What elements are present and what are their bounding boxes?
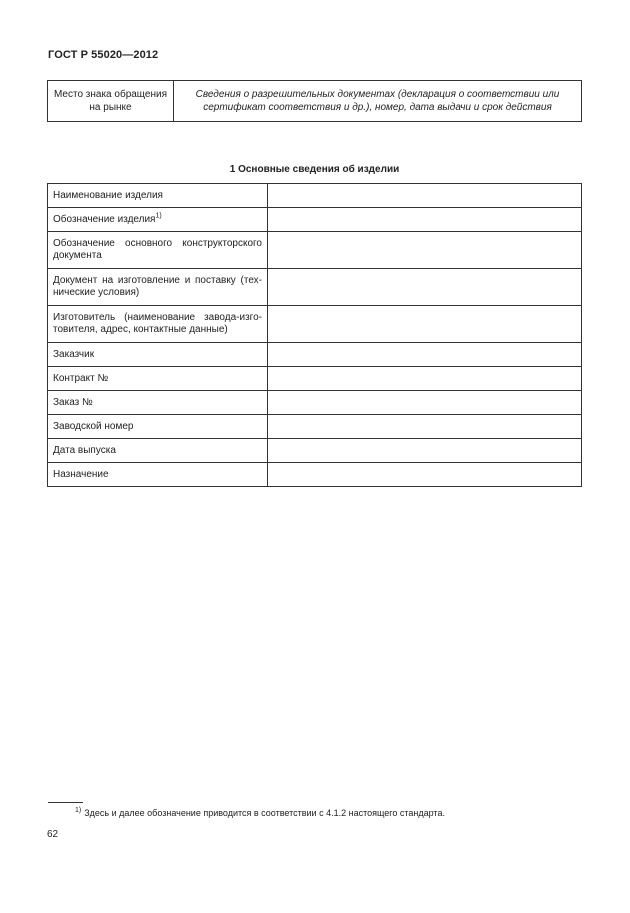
permits-info-cell: Сведения о разрешительных документах (декларация о соответствии или сертификат соответствия и др.), номер, дата выдачи и срок действия (174, 81, 582, 122)
footnote (75, 808, 445, 818)
row-label: Дата выпуска (53, 444, 116, 456)
row-label: Обозначение изделия (53, 213, 156, 225)
row-value (268, 208, 582, 232)
row-label: Заводской номер (53, 420, 134, 432)
row-value (268, 343, 582, 367)
row-label: Изготовитель (наименование завода-изго-товителя, адрес, контактные данные) (53, 312, 262, 335)
table-row (48, 463, 582, 487)
table-row (48, 269, 582, 306)
market-mark-table (47, 80, 582, 122)
market-mark-cell: Место знака обращения на рынке (48, 81, 174, 122)
footnote-text: Здесь и далее обозначение приводится в соответствии с 4.1.2 настоящего стандарта. (84, 808, 445, 818)
table-row (48, 306, 582, 343)
section-title: 1 Основные сведения об изделии (229, 164, 400, 175)
footnote-divider (48, 802, 83, 803)
row-label: Заказчик (53, 348, 95, 360)
table-row (48, 184, 582, 208)
row-label: Документ на изготовление и поставку (тех-нические условия) (53, 275, 262, 298)
table-row (48, 208, 582, 232)
page-number: 62 (47, 829, 59, 840)
table-row (48, 391, 582, 415)
row-label: Обозначение основного конструкторского документа (53, 238, 262, 261)
table-row (48, 232, 582, 269)
table-row (48, 439, 582, 463)
row-value (268, 415, 582, 439)
row-value (268, 463, 582, 487)
table-row (48, 343, 582, 367)
row-value (268, 439, 582, 463)
row-value (268, 232, 582, 269)
row-label: Наименование изделия (53, 189, 163, 201)
footnote-reference: 1) (155, 212, 162, 220)
row-value (268, 306, 582, 343)
document-header: ГОСТ Р 55020—2012 (48, 49, 159, 61)
row-label: Заказ № (53, 396, 93, 408)
row-label: Контракт № (53, 372, 109, 384)
row-value (268, 269, 582, 306)
row-value (268, 184, 582, 208)
table-row (48, 367, 582, 391)
row-label: Назначение (53, 468, 109, 480)
row-value (268, 391, 582, 415)
footnote-marker: 1) (75, 807, 82, 814)
product-info-table (47, 183, 582, 487)
row-value (268, 367, 582, 391)
table-row (48, 415, 582, 439)
